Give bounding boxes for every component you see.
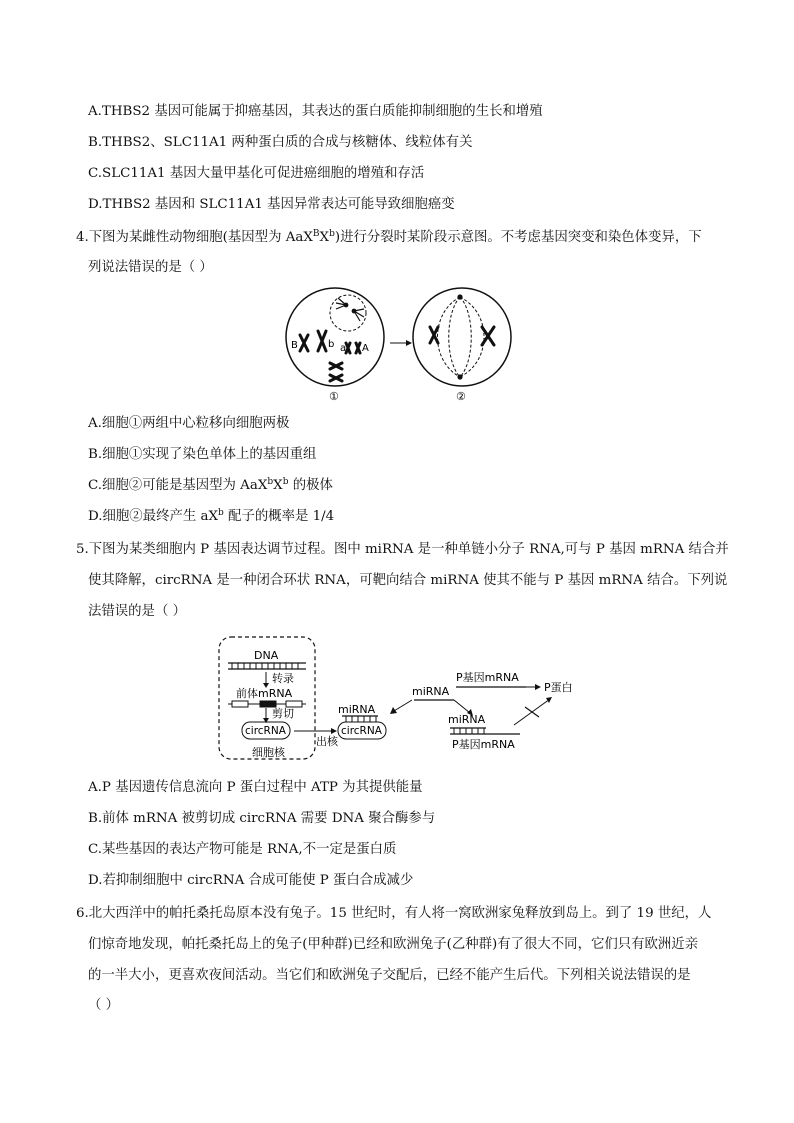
q5-regulation-figure [214,633,594,765]
cell-2-label: ② [456,390,466,403]
q4-option-d: D.细胞②最终产生 $aX^b$ 配子的概率是 1/4 [88,508,335,524]
cell-2-membrane [413,288,511,386]
q4-meiosis-figure [280,283,520,403]
q3-option-c: C.SLC11A1 基因大量甲基化可促进癌细胞的增殖和存活 [88,166,425,181]
q3-option-d: D.THBS2 基因和 SLC11A1 基因异常表达可能导致细胞癌变 [88,197,455,212]
q3-option-a: A.THBS2 基因可能属于抑癌基因，其表达的蛋白质能抑制细胞的生长和增殖 [88,104,543,119]
q6-stem-line1: 6.北大西洋中的帕托桑托岛原本没有兔子。15 世纪时，有人将一窝欧洲家兔释放到岛上。到了 19 世纪，人 [76,906,712,921]
gene-label-B: B [291,340,298,351]
q4-option-c: C.细胞②可能是基因型为 $AaX^bX^b$ 的极体 [88,477,333,493]
p-mrna-bottom-label: P基因mRNA [452,738,515,751]
q5-option-c: C.某些基因的表达产物可能是 RNA,不一定是蛋白质 [88,842,397,857]
gene-label-a: a [340,343,347,354]
bottom-duplex [450,728,520,734]
exit-label: 出核 [316,735,338,748]
q5-option-a: A.P 基因遗传信息流向 P 蛋白过程中 ATP 为其提供能量 [88,780,423,795]
q5-option-b: B.前体 mRNA 被剪切成 circRNA 需要 DNA 聚合酶参与 [88,811,436,826]
q5-stem-line2: 使其降解，circRNA 是一种闭合环状 RNA，可靶向结合 miRNA 使其不能与 P 基因 mRNA 结合。下列说 [88,573,728,588]
q5-stem-line3: 法错误的是（ ） [88,604,186,619]
q4-stem-line1: 4.下图为某雌性动物细胞(基因型为 $AaX^BX^b$)进行分裂时某阶段示意图。不考虑基因突变和染色体变异，下 [76,229,702,245]
cell-1-label: ① [329,390,339,403]
svg-text:circRNA: circRNA [341,725,382,737]
transcription-label: 转录 [272,672,294,685]
svg-text:circRNA: circRNA [245,725,286,737]
bound-mirna-strand [342,716,378,722]
cell-2-chromosomes [430,327,494,345]
cell-2-spindle [438,297,485,377]
pre-mrna-strand [228,701,306,707]
pre-mrna-label: 前体mRNA [236,687,293,700]
p-mrna-top-label: P基因mRNA [456,671,519,684]
q6-stem-line3: 的一半大小，更喜欢夜间活动。当它们和欧洲兔子交配后，已经不能产生后代。下列相关说法错误的是 [88,968,691,983]
center-mirna-label: miRNA [412,685,450,698]
splicing-label: 剪切 [272,707,294,720]
q4-stem-line2: 列说法错误的是（ ） [88,260,213,275]
nucleus-label: 细胞核 [252,746,285,759]
q6-stem-line2: 们惊奇地发现，帕托桑托岛上的兔子(甲种群)已经和欧洲兔子(乙种群)有了很大不同，它们只有欧洲近亲 [88,937,699,952]
q5-stem-line1: 5.下图为某类细胞内 P 基因表达调节过程。图中 miRNA 是一种单链小分子 RNA,可与 P 基因 mRNA 结合并 [76,542,729,557]
q5-option-d: D.若抑制细胞中 circRNA 合成可能使 P 蛋白合成减少 [88,873,414,888]
gene-label-b: b [328,339,335,350]
q4-option-b: B.细胞①实现了染色单体上的基因重组 [88,447,317,462]
q6-stem-line4: （ ） [88,998,120,1013]
q4-option-a: A.细胞①两组中心粒移向细胞两极 [88,416,290,431]
dna-label: DNA [254,649,279,662]
dna-strand [228,663,306,669]
bottom-mirna-label: miRNA [448,713,486,726]
gene-label-A: A [362,343,369,354]
bound-mirna-label: miRNA [338,703,376,716]
p-protein-label: P蛋白 [544,681,573,694]
q3-option-b: B.THBS2、SLC11A1 两种蛋白质的合成与核糖体、线粒体有关 [88,135,473,150]
